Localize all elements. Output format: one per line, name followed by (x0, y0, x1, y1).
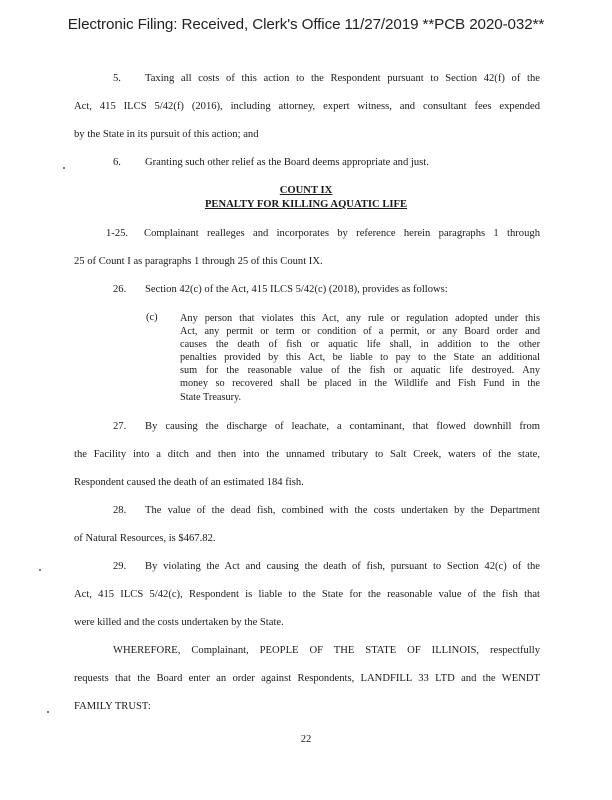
para-27-line-3: Respondent caused the death of an estimated 184 fish. (74, 477, 304, 488)
wherefore-line-1: WHEREFORE, Complainant, PEOPLE OF THE STATE OF ILLINOIS, respectfully (113, 645, 540, 656)
item-6-line-1 (113, 156, 540, 169)
item-5-text-1: Taxing all costs of this action to the Respondent pursuant to Section 42(f) of the (145, 73, 540, 84)
scan-speck (39, 569, 41, 571)
para-27-number: 27. (113, 421, 127, 432)
wherefore-line-3: FAMILY TRUST: (74, 701, 151, 712)
quote-label: (c) (146, 312, 158, 323)
count-subtitle: PENALTY FOR KILLING AQUATIC LIFE (204, 199, 408, 210)
page-number: 22 (300, 734, 312, 745)
item-5-line-2: Act, 415 ILCS 5/42(f) (2016), including attorney, expert witness, and consultant fees expended (74, 101, 540, 112)
item-5-number: 5. (113, 73, 121, 84)
para-28-text-1: The value of the dead fish, combined with the costs undertaken by the Department (145, 505, 540, 516)
para-29-line-2: Act, 415 ILCS 5/42(c), Respondent is liable to the State for the reasonable value of the fish that (74, 589, 540, 600)
para-1-25-text-1: Complainant realleges and incorporates by reference herein paragraphs 1 through (144, 228, 540, 239)
count-title: COUNT IX (279, 185, 333, 196)
quote-line: sum for the reasonable value of the fish or aquatic life destroyed. Any (180, 365, 540, 377)
para-28-number: 28. (113, 505, 127, 516)
quote-line: money so recovered shall be placed in the Wildlife and Fish Fund in the (180, 378, 540, 390)
item-6-number: 6. (113, 157, 121, 168)
scan-speck (63, 167, 65, 169)
para-28-line-1 (113, 504, 540, 517)
item-5-line-3: by the State in its pursuit of this action; and (74, 129, 259, 140)
scan-speck (47, 711, 49, 713)
para-26-line-1 (113, 283, 540, 296)
item-5-line-1 (113, 72, 540, 85)
electronic-filing-header: Electronic Filing: Received, Clerk's Office 11/27/2019 **PCB 2020-032** (67, 16, 545, 33)
wherefore-line-2: requests that the Board enter an order against Respondents, LANDFILL 33 LTD and the WENDT (74, 673, 540, 684)
para-26-text: Section 42(c) of the Act, 415 ILCS 5/42(c) (2018), provides as follows: (145, 284, 448, 295)
quote-line: penalties provided by this Act, be liable to pay to the State an additional (180, 352, 540, 364)
para-26-number: 26. (113, 284, 127, 295)
quote-line: Any person that violates this Act, any rule or regulation adopted under this (180, 313, 540, 324)
para-29-text-1: By violating the Act and causing the death of fish, pursuant to Section 42(c) of the (145, 561, 540, 572)
quote-line: Act, any permit or term or condition of a permit, or any Board order and (180, 326, 540, 338)
statute-quote (180, 312, 540, 404)
para-29-line-3: were killed and the costs undertaken by the State. (74, 617, 284, 628)
para-27-text-1: By causing the discharge of leachate, a contaminant, that flowed downhill from (145, 421, 540, 432)
item-6-text: Granting such other relief as the Board deems appropriate and just. (145, 157, 429, 168)
quote-line: State Treasury. (180, 391, 242, 403)
para-27-line-2: the Facility into a ditch and then into the unnamed tributary to Salt Creek, waters of the state, (74, 449, 540, 460)
para-29-number: 29. (113, 561, 127, 572)
para-1-25-line-2: 25 of Count I as paragraphs 1 through 25 of this Count IX. (74, 256, 323, 267)
quote-line: causes the death of fish or aquatic life shall, in addition to the other (180, 339, 540, 351)
para-1-25-number: 1-25. (106, 228, 129, 239)
para-1-25-line-1 (106, 227, 540, 240)
para-27-line-1 (113, 420, 540, 433)
para-29-line-1 (113, 560, 540, 573)
para-28-line-2: of Natural Resources, is $467.82. (74, 533, 216, 544)
